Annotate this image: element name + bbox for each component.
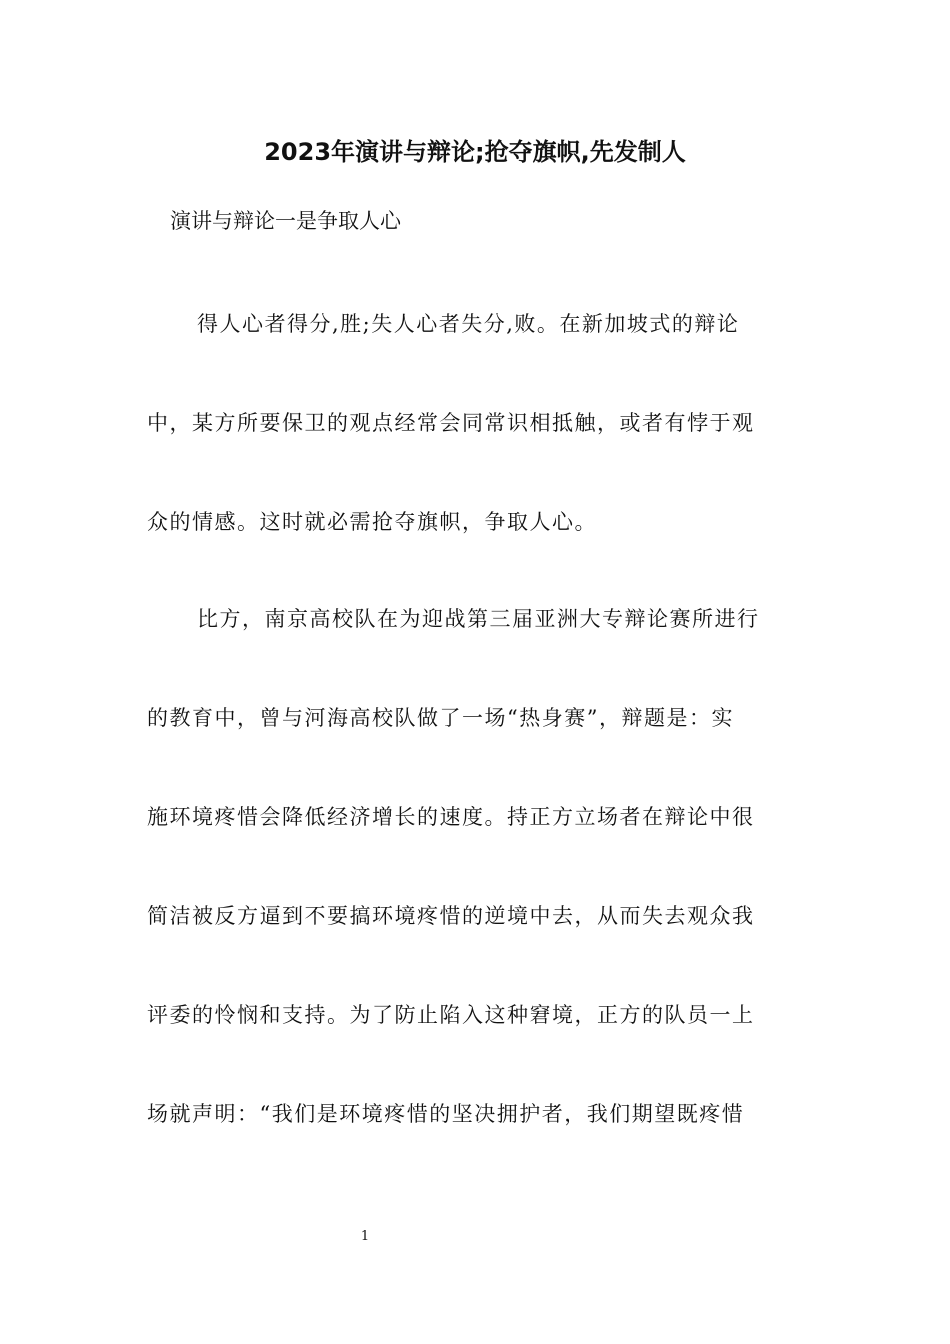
paragraph-line: 施环境疼惜会降低经济增长的速度。持正方立场者在辩论中很 (147, 805, 755, 829)
paragraph-line: 的教育中，曾与河海高校队做了一场“热身赛”，辩题是：实 (147, 706, 734, 730)
page-number: 1 (360, 1229, 370, 1244)
paragraph-line: 场就声明：“我们是环境疼惜的坚决拥护者，我们期望既疼惜 (147, 1102, 745, 1126)
paragraph-2 (147, 603, 807, 1197)
paragraph-1 (147, 308, 807, 605)
paragraph-line: 评委的怜悯和支持。为了防止陷入这种窘境，正方的队员一上 (147, 1003, 755, 1027)
document-title: 2023年演讲与辩论;抢夺旗帜,先发制人 (264, 138, 686, 166)
paragraph-line: 简洁被反方逼到不要搞环境疼惜的逆境中去，从而失去观众我 (147, 904, 755, 928)
paragraph-line: 比方，南京高校队在为迎战第三届亚洲大专辩论赛所进行 (197, 607, 760, 631)
paragraph-line: 得人心者得分,胜;失人心者失分,败。在新加坡式的辩论 (197, 312, 740, 336)
paragraph-line: 中，某方所要保卫的观点经常会同常识相抵触，或者有悖于观 (147, 411, 755, 435)
document-subtitle: 演讲与辩论一是争取人心 (170, 209, 401, 233)
paragraph-line: 众的情感。这时就必需抢夺旗帜，争取人心。 (147, 510, 597, 534)
